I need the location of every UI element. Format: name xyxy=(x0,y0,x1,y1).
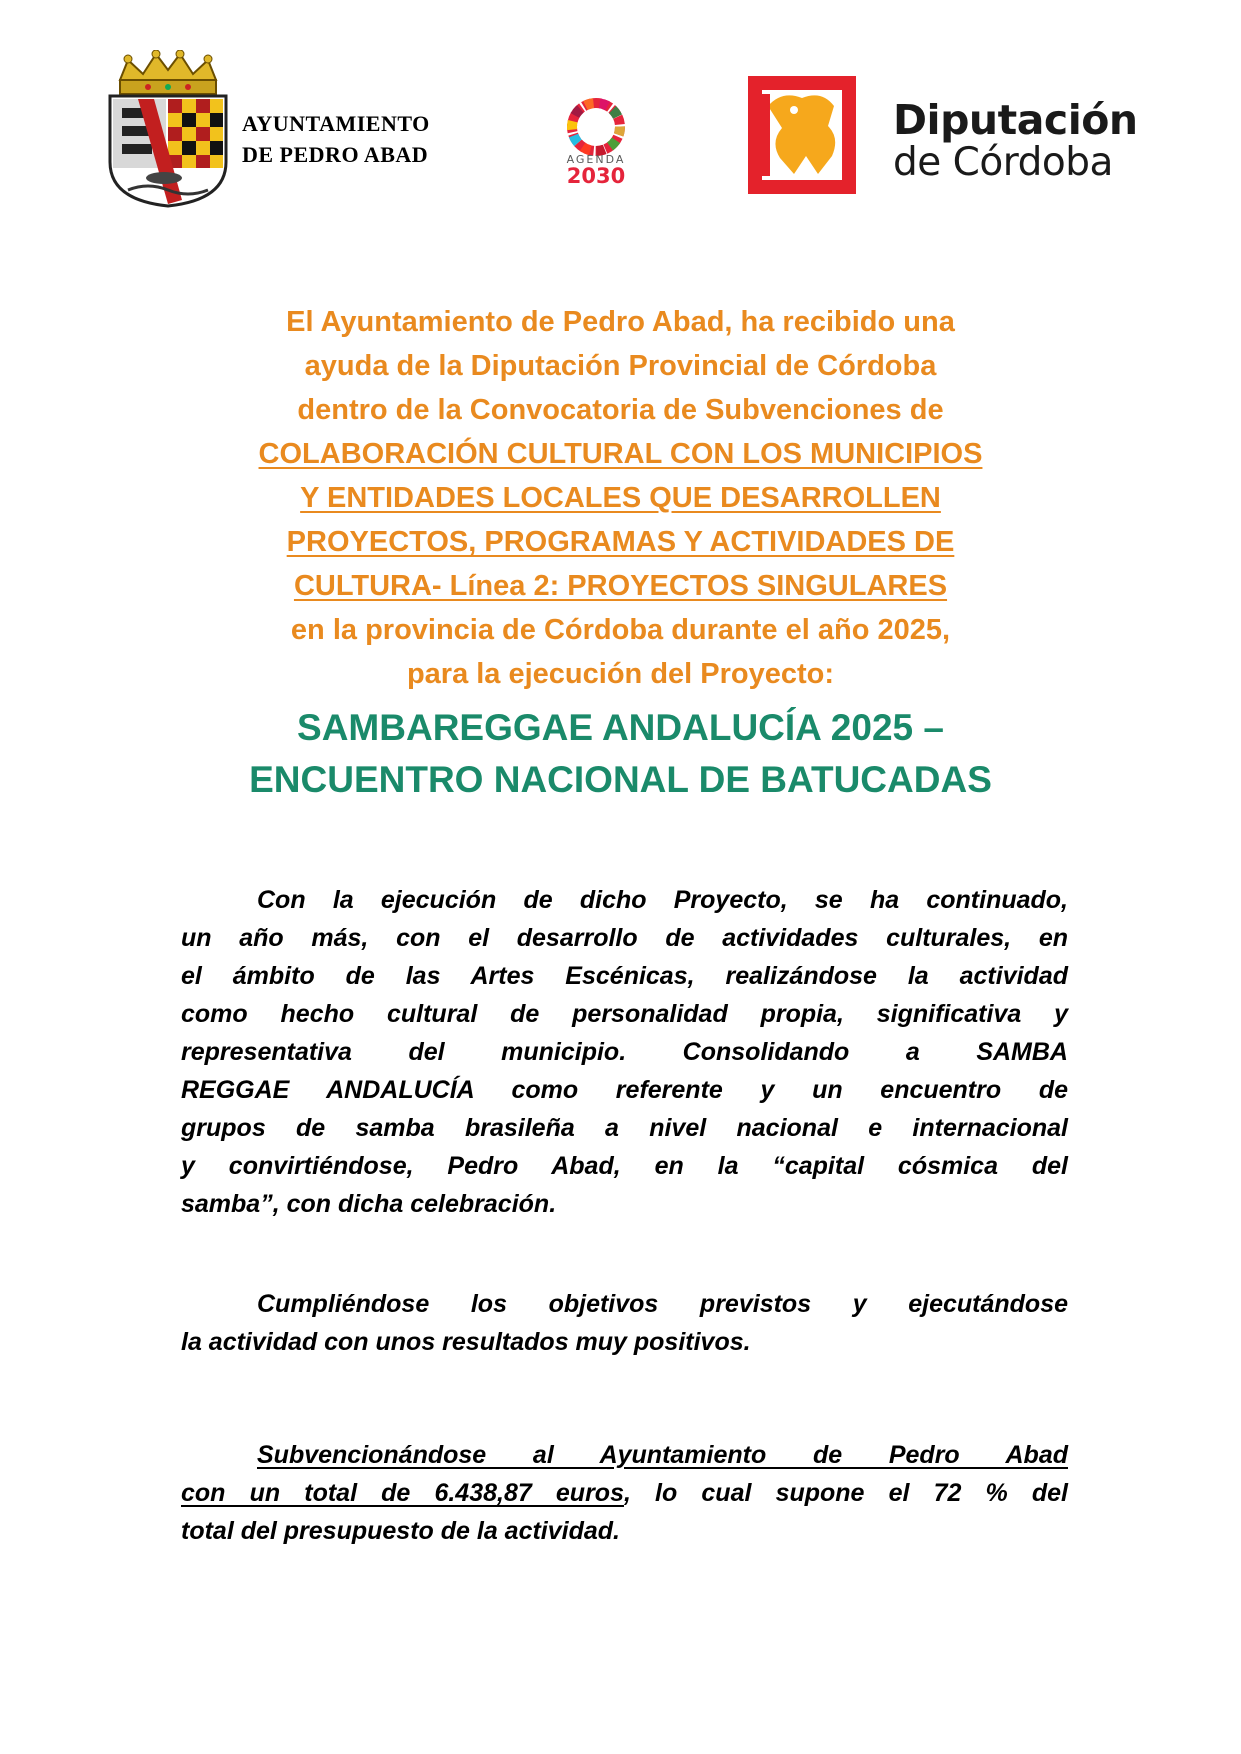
paragraph-line: Con la ejecución de dicho Proyecto, se ha continuado, xyxy=(257,886,1068,914)
subsidy-line: Subvencionándose al Ayuntamiento de Pedro Abad xyxy=(257,1441,1068,1469)
intro-line: para la ejecución del Proyecto: xyxy=(406,658,835,690)
intro-line: ayuda de la Diputación Provincial de Córdoba xyxy=(304,350,937,382)
ayuntamiento-line2: DE PEDRO ABAD xyxy=(242,142,429,167)
paragraph-line: samba”, con dicha celebración. xyxy=(181,1190,557,1218)
agenda-year: 2030 xyxy=(566,164,626,187)
paragraph-line: el ámbito de las Artes Escénicas, realizándose la actividad xyxy=(181,962,1068,990)
subsidy-percentage: , lo cual supone el 72 % del xyxy=(623,1479,1068,1507)
diputacion-line2: de Córdoba xyxy=(893,140,1113,185)
project-title-line2: ENCUENTRO NACIONAL DE BATUCADAS xyxy=(249,759,992,800)
project-title-line1: SAMBAREGGAE ANDALUCÍA 2025 – xyxy=(297,707,944,748)
intro-line: dentro de la Convocatoria de Subvenciones de xyxy=(297,394,944,426)
diputacion-name xyxy=(893,98,1138,184)
agenda-label: AGENDA xyxy=(566,153,626,166)
paragraph-line: Cumpliéndose los objetivos previstos y ejecutándose xyxy=(257,1290,1068,1318)
intro-line-program: PROYECTOS, PROGRAMAS Y ACTIVIDADES DE xyxy=(286,526,955,558)
paragraph-line: como hecho cultural de personalidad propia, significativa y xyxy=(181,1000,1068,1028)
paragraph-line: REGGAE ANDALUCÍA como referente y un encuentro de xyxy=(181,1076,1068,1104)
agenda-2030-wheel-icon xyxy=(540,95,652,187)
paragraph-line: un año más, con el desarrollo de actividades culturales, en xyxy=(181,924,1068,952)
ayuntamiento-line1: AYUNTAMIENTO xyxy=(242,111,430,136)
subsidy-line: total del presupuesto de la actividad. xyxy=(181,1517,620,1545)
diputacion-lion-icon xyxy=(748,76,856,194)
subsidy-amount-line xyxy=(181,1474,1068,1512)
subsidy-amount: con un total de 6.438,87 euros xyxy=(181,1479,624,1507)
intro-line-program: Y ENTIDADES LOCALES QUE DESARROLLEN xyxy=(300,482,941,514)
paragraph-1 xyxy=(181,881,1068,1223)
intro-line: en la provincia de Córdoba durante el año 2025, xyxy=(290,614,951,646)
intro-announcement xyxy=(150,300,1091,696)
paragraph-line: y convirtiéndose, Pedro Abad, en la “capital cósmica del xyxy=(181,1152,1068,1180)
coat-of-arms-icon xyxy=(98,50,238,210)
paragraph-line: grupos de samba brasileña a nivel nacional e internacional xyxy=(181,1114,1068,1142)
intro-line-program: CULTURA- Línea 2: PROYECTOS SINGULARES xyxy=(293,570,948,602)
paragraph-line: la actividad con unos resultados muy positivos. xyxy=(181,1328,751,1356)
project-title xyxy=(120,702,1121,806)
letterhead xyxy=(0,0,1241,230)
diputacion-line1: Diputación xyxy=(893,96,1138,144)
intro-line-program: COLABORACIÓN CULTURAL CON LOS MUNICIPIOS xyxy=(258,438,983,470)
intro-line: El Ayuntamiento de Pedro Abad, ha recibido una xyxy=(286,306,955,338)
paragraph-3 xyxy=(181,1436,1068,1550)
paragraph-line: representativa del municipio. Consolidando a SAMBA xyxy=(181,1038,1068,1066)
paragraph-2 xyxy=(181,1285,1068,1361)
ayuntamiento-name xyxy=(242,108,430,170)
